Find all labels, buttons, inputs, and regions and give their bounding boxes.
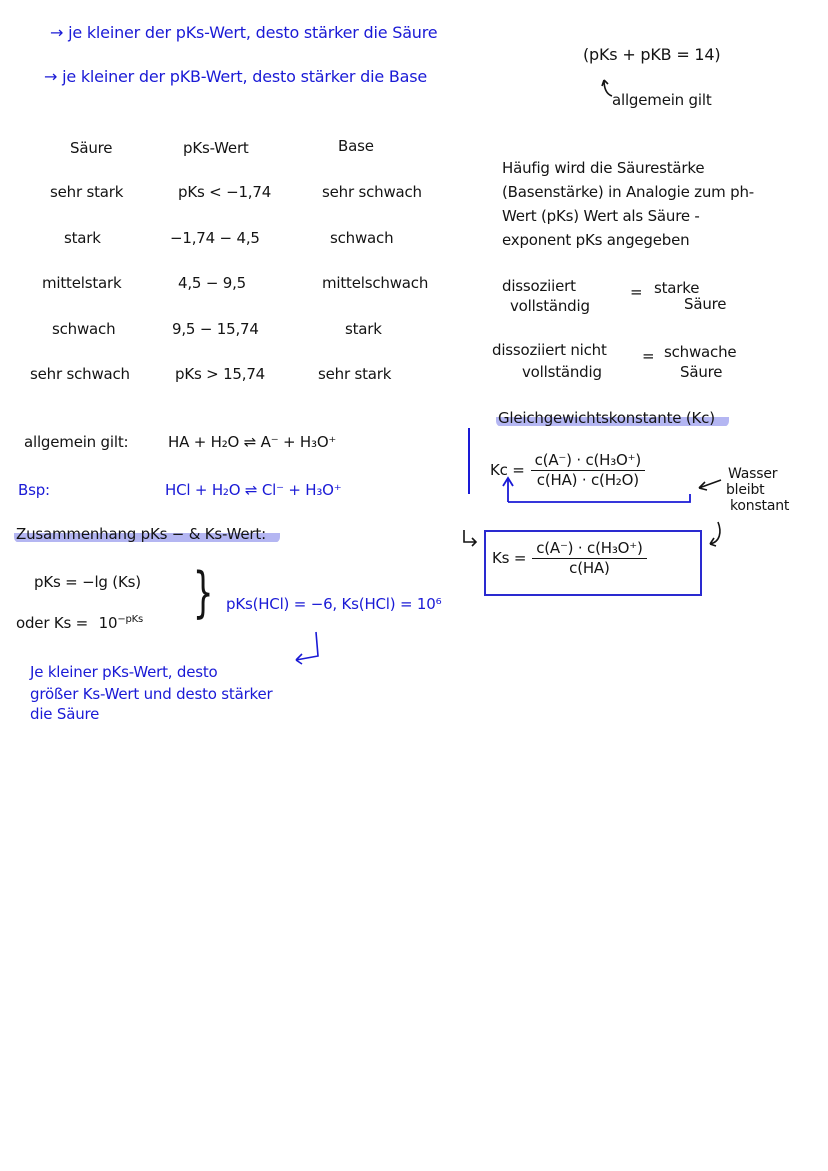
ks-exp-base: 10 — [98, 614, 118, 632]
table-row-3-acid: schwach — [52, 320, 116, 338]
note-pks-rule: → je kleiner der pKs-Wert, desto stärker die Säure — [50, 23, 438, 42]
table-row-2-acid: mittelstark — [42, 274, 122, 292]
table-header-acid: Säure — [70, 139, 113, 157]
side-note-line: Wert (pKs) Wert als Säure - — [502, 207, 700, 225]
table-row-0-acid: sehr stark — [50, 183, 124, 201]
table-row-4-pks: pKs > 15,74 — [175, 365, 266, 383]
water-note-3: konstant — [730, 498, 790, 514]
ks-formula-exponential — [16, 614, 143, 632]
relation-note: allgemein gilt — [612, 91, 712, 109]
relation-heading-text: Zusammenhang pKs − & Ks-Wert: — [14, 525, 280, 543]
kc-lhs: Kc = — [490, 461, 525, 480]
weak-left-2: vollständig — [522, 363, 602, 381]
ks-fraction — [532, 540, 646, 578]
divider-line — [468, 428, 470, 494]
strong-left-1: dissoziiert — [502, 277, 576, 295]
arrow-left-icon — [695, 476, 725, 492]
table-row-1-acid: stark — [64, 229, 101, 247]
ks-formula — [492, 540, 647, 578]
general-reaction-label: allgemein gilt: — [24, 433, 129, 451]
arrow-down-left-icon — [290, 630, 330, 670]
hcl-example: pKs(HCl) = −6, Ks(HCl) = 10⁶ — [226, 595, 442, 613]
right-brace-icon: } — [192, 561, 214, 624]
arrow-right-hook-icon — [460, 528, 482, 548]
equilibrium-heading — [496, 410, 729, 427]
table-header-base: Base — [338, 137, 374, 155]
water-note-2: bleibt — [726, 482, 765, 498]
table-row-1-base: schwach — [330, 229, 394, 247]
kc-denominator: c(HA) · c(H₂O) — [536, 471, 639, 490]
table-row-0-base: sehr schwach — [322, 183, 422, 201]
example-label: Bsp: — [18, 481, 50, 499]
ks-exp-exponent: −pKs — [117, 614, 144, 625]
table-row-2-pks: 4,5 − 9,5 — [178, 274, 247, 292]
pks-pkb-relation: (pKs + pKB = 14) — [583, 45, 721, 64]
relation-heading — [14, 526, 280, 543]
example-reaction-equation: HCl + H₂O ⇌ Cl⁻ + H₃O⁺ — [165, 481, 342, 499]
strong-eq: = — [630, 283, 643, 301]
table-row-4-base: sehr stark — [318, 365, 392, 383]
table-row-3-base: stark — [345, 320, 382, 338]
pks-formula: pKs = −lg (Ks) — [34, 573, 141, 591]
kc-numerator: c(A⁻) · c(H₃O⁺) — [531, 452, 645, 471]
ks-numerator: c(A⁻) · c(H₃O⁺) — [532, 540, 646, 559]
table-row-1-pks: −1,74 − 4,5 — [170, 229, 260, 247]
side-note-line: (Basenstärke) in Analogie zum ph- — [502, 183, 754, 201]
conclusion-line: Je kleiner pKs-Wert, desto — [30, 663, 218, 681]
bracket-arrow-icon — [500, 472, 700, 506]
table-row-0-pks: pKs < −1,74 — [178, 183, 272, 201]
side-note-line: exponent pKs angegeben — [502, 231, 690, 249]
table-header-pks: pKs-Wert — [183, 139, 249, 157]
strong-left-2: vollständig — [510, 297, 590, 315]
table-row-3-pks: 9,5 − 15,74 — [172, 320, 259, 338]
table-row-2-base: mittelschwach — [322, 274, 429, 292]
strong-right-2: Säure — [684, 295, 727, 313]
weak-right-1: schwache — [664, 343, 737, 361]
weak-right-2: Säure — [680, 363, 723, 381]
arrow-left-hook-icon — [706, 520, 728, 550]
side-note-line: Häufig wird die Säurestärke — [502, 159, 705, 177]
note-pkb-rule: → je kleiner der pKB-Wert, desto stärker die Base — [44, 67, 428, 86]
ks-exp-prefix: oder Ks = — [16, 614, 89, 632]
ks-lhs: Ks = — [492, 549, 527, 568]
table-row-4-acid: sehr schwach — [30, 365, 130, 383]
strong-right-1: starke — [654, 279, 700, 297]
ks-denominator: c(HA) — [569, 559, 610, 578]
equilibrium-heading-text: Gleichgewichtskonstante (Kc) — [496, 409, 729, 427]
water-note-1: Wasser — [728, 466, 778, 482]
weak-eq: = — [642, 347, 655, 365]
conclusion-line: die Säure — [30, 705, 100, 723]
conclusion-line: größer Ks-Wert und desto stärker — [30, 685, 273, 703]
weak-left-1: dissoziiert nicht — [492, 341, 607, 359]
general-reaction-equation: HA + H₂O ⇌ A⁻ + H₃O⁺ — [168, 433, 337, 451]
